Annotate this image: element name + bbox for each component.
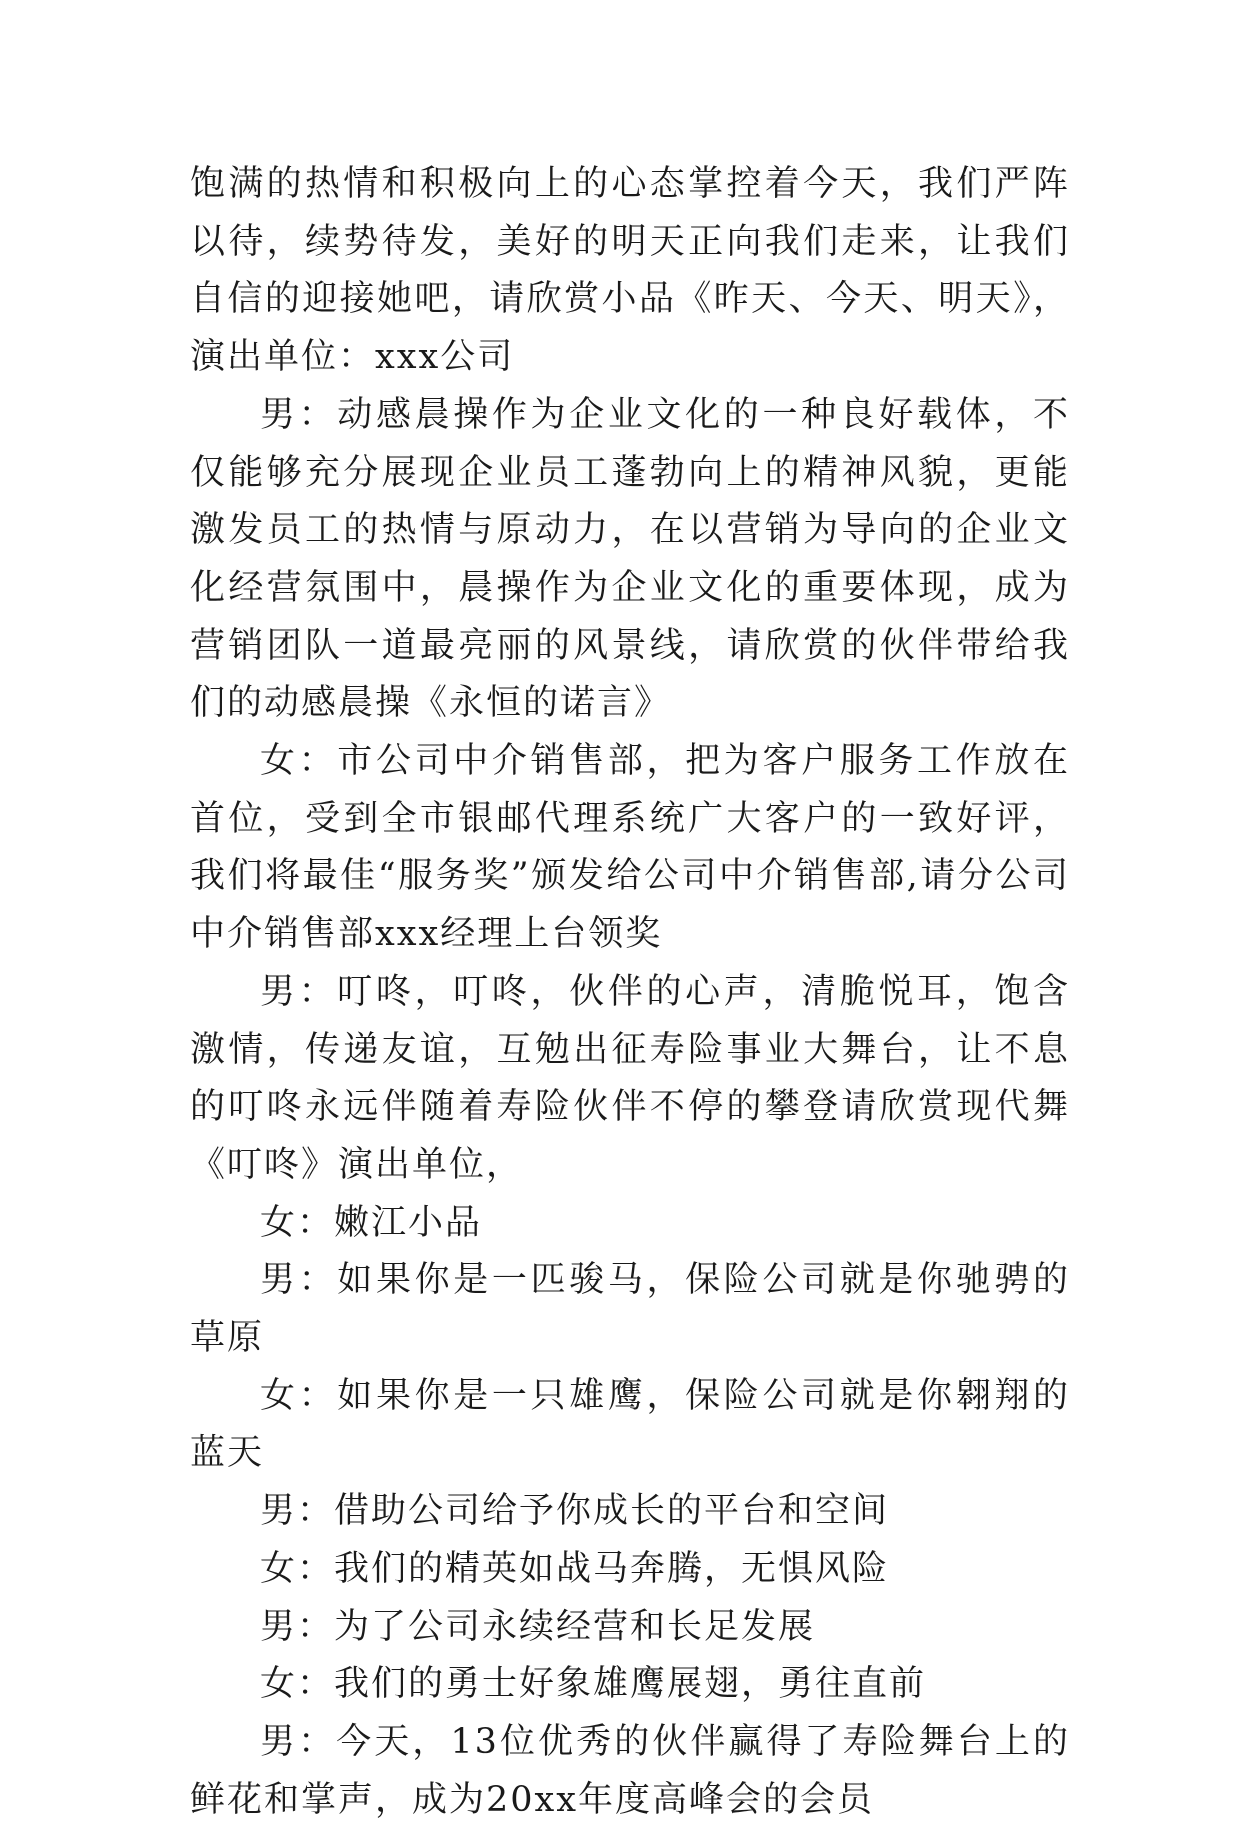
paragraph: 男：如果你是一匹骏马，保险公司就是你驰骋的草原 <box>190 1260 1070 1359</box>
paragraph: 男：今天，13位优秀的伙伴赢得了寿险舞台上的鲜花和掌声，成为20xx年度高峰会的会员 <box>190 1721 1070 1820</box>
document-body <box>190 156 1070 1829</box>
paragraph: 男：为了公司永续经营和长足发展 <box>260 1606 816 1647</box>
paragraph: 男：叮咚，叮咚，伙伴的心声，清脆悦耳，饱含激情，传递友谊，互勉出征寿险事业大舞台，让不息的叮咚永远伴随着寿险伙伴不停的攀登请欣赏现代舞《叮咚》演出单位， <box>190 971 1070 1185</box>
paragraph: 男：动感晨操作为企业文化的一种良好载体，不仅能够充分展现企业员工蓬勃向上的精神风貌，更能激发员工的热情与原动力，在以营销为导向的企业文化经营氛围中，晨操作为企业文化的重要体现，成为营销团队一道最亮丽的风景线，请欣赏的伙伴带给我们的动感晨操《永恒的诺言》 <box>190 394 1070 724</box>
paragraph: 女：我们的勇士好象雄鹰展翅，勇往直前 <box>260 1664 927 1705</box>
paragraph: 女：我们的精英如战马奔腾，无惧风险 <box>260 1548 890 1589</box>
paragraph: 女：如果你是一只雄鹰，保险公司就是你翱翔的蓝天 <box>190 1375 1070 1474</box>
paragraph: 饱满的热情和积极向上的心态掌控着今天，我们严阵以待，续势待发，美好的明天正向我们走来，让我们自信的迎接她吧，请欣赏小品《昨天、今天、明天》，演出单位：xxx公司 <box>190 164 1070 378</box>
paragraph: 女：嫩江小品 <box>260 1202 483 1243</box>
paragraph: 男：借助公司给予你成长的平台和空间 <box>260 1491 890 1532</box>
paragraph: 女：市公司中介销售部，把为客户服务工作放在首位，受到全市银邮代理系统广大客户的一致好评，我们将最佳“服务奖”颁发给公司中介销售部,请分公司中介销售部xxx经理上台领奖 <box>190 741 1070 955</box>
